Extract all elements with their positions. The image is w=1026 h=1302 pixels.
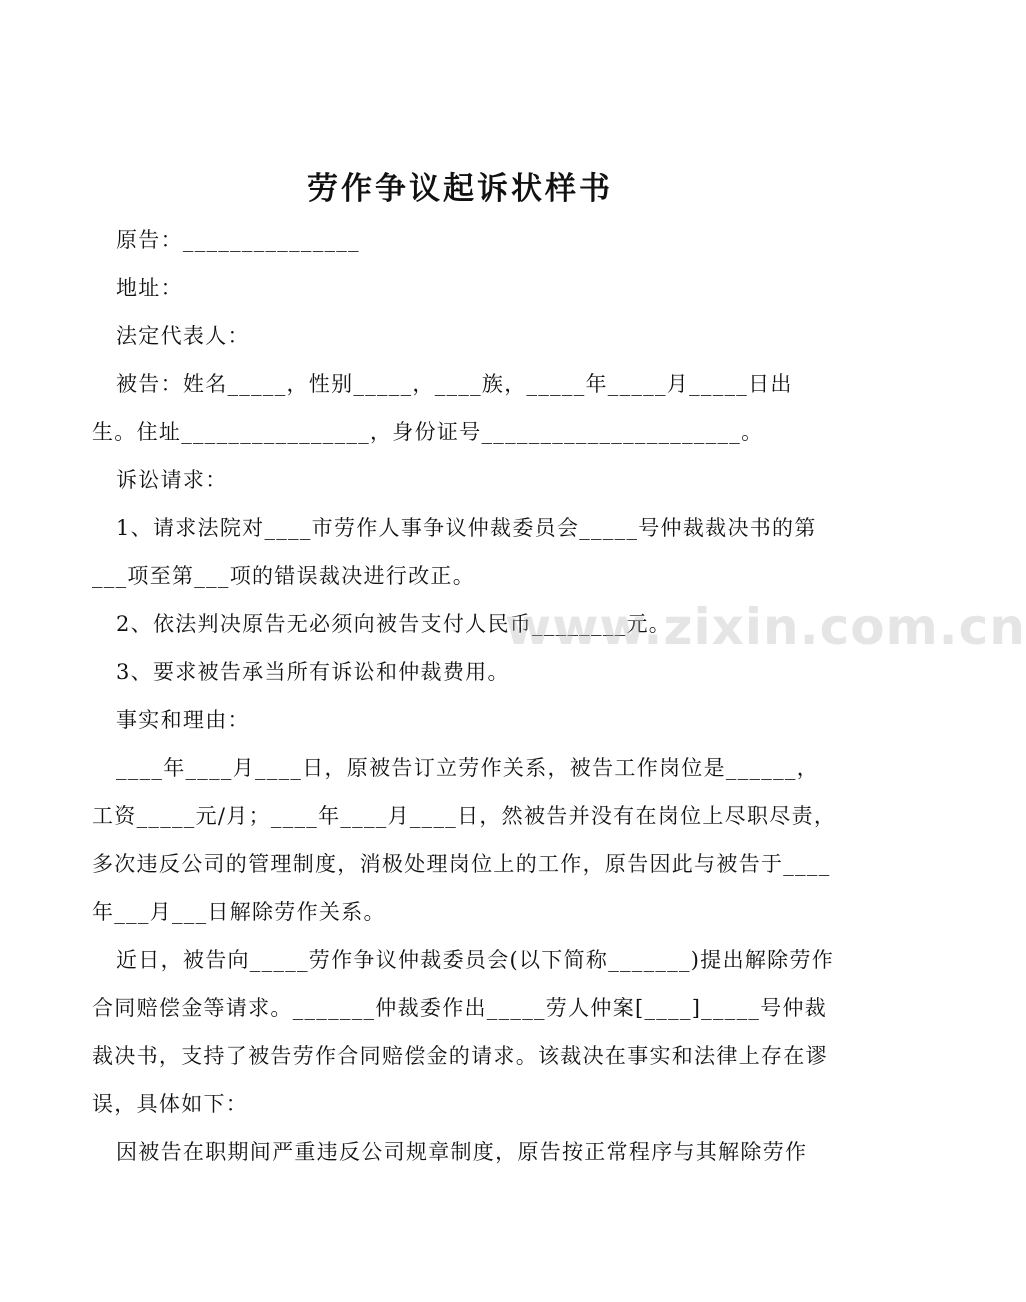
facts-paragraph-1: ____年____月____日，原被告订立劳作关系，被告工作岗位是______，工资_____元/月；____年____月____日，然被告并没有在岗位上尽职尽责，多次违反公司的管理制度，消极处理岗位上的工作，原告因此与被告于____年___月___日解除劳作关系。 (92, 756, 837, 924)
legal-representative-line: 法定代表人： (116, 324, 250, 348)
claim-item-2: 2、依法判决原告无必须向被告支付人民币________元。 (116, 612, 672, 636)
claims-heading: 诉讼请求： (116, 468, 228, 492)
defendant-paragraph: 被告：姓名_____，性别_____，____族，_____年_____月_____日出生。住址________________，身份证号______________________。 (92, 372, 793, 444)
document-body (92, 216, 837, 1176)
document-title: 劳作争议起诉状样书 (307, 171, 613, 207)
watermark: www.zixin.com.cn (505, 598, 1026, 656)
facts-heading: 事实和理由： (116, 708, 250, 732)
facts-paragraph-2: 近日，被告向_____劳作争议仲裁委员会(以下简称_______)提出解除劳作合同赔偿金等请求。_______仲裁委作出_____劳人仲案[____]_____号仲裁裁决书，支持了被告劳作合同赔偿金的请求。该裁决在事实和法律上存在谬误，具体如下： (92, 948, 835, 1116)
claim-item-3: 3、要求被告承当所有诉讼和仲裁费用。 (116, 660, 510, 684)
claim-item-1: 1、请求法院对____市劳作人事争议仲裁委员会_____号仲裁裁决书的第___项至第___项的错误裁决进行改正。 (92, 516, 817, 588)
facts-paragraph-3: 因被告在职期间严重违反公司规章制度，原告按正常程序与其解除劳作 (116, 1140, 808, 1164)
plaintiff-line: 原告：_______________ (116, 228, 360, 252)
address-line: 地址： (116, 276, 183, 300)
